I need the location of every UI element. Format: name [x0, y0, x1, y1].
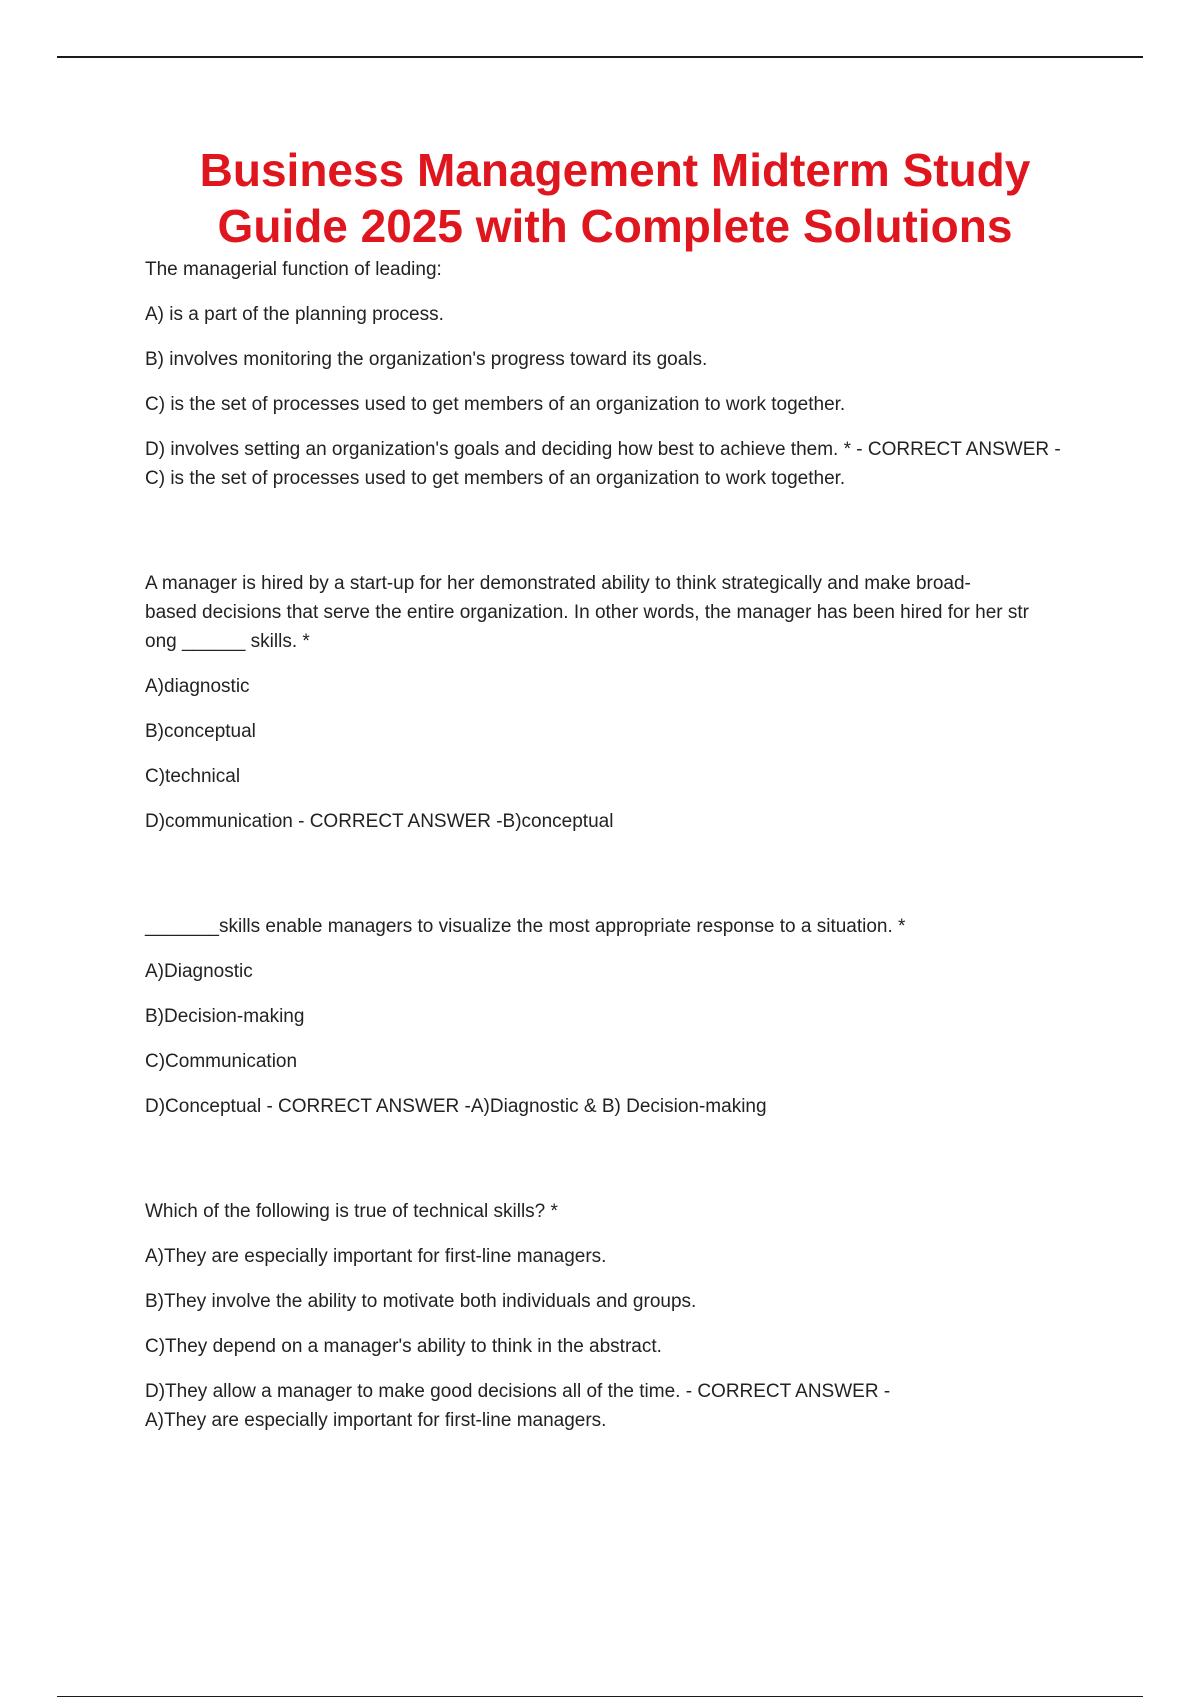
- document-title: [0, 142, 1200, 254]
- question-spacer: [145, 852, 1105, 912]
- option-d: D) involves setting an organization's goals and deciding how best to achieve them. * - CORRECT ANSWER -: [145, 439, 1061, 460]
- question-spacer: [145, 1137, 1105, 1197]
- question-spacer: [145, 509, 1105, 569]
- question-prompt-line-3: ong ______ skills. *: [145, 631, 310, 652]
- option-a: A)diagnostic: [145, 676, 250, 697]
- top-rule: [57, 56, 1143, 58]
- answer-continuation: C) is the set of processes used to get members of an organization to work together.: [145, 468, 846, 489]
- option-b: B)They involve the ability to motivate both individuals and groups.: [145, 1291, 697, 1312]
- question-prompt: The managerial function of leading:: [145, 259, 442, 280]
- answer-continuation: A)They are especially important for first-line managers.: [145, 1410, 607, 1431]
- option-d: D)Conceptual - CORRECT ANSWER -A)Diagnostic & B) Decision-making: [145, 1096, 767, 1117]
- question-2: [145, 569, 1105, 836]
- option-c: C) is the set of processes used to get members of an organization to work together.: [145, 394, 846, 415]
- document-body: [145, 255, 1105, 1451]
- question-1: [145, 255, 1105, 493]
- option-d: D)They allow a manager to make good decisions all of the time. - CORRECT ANSWER -: [145, 1381, 891, 1402]
- option-b: B)Decision-making: [145, 1006, 305, 1027]
- title-line-2: Guide 2025 with Complete Solutions: [217, 200, 1013, 252]
- question-prompt: _______skills enable managers to visualize the most appropriate response to a situation. *: [145, 916, 906, 937]
- option-b: B) involves monitoring the organization's progress toward its goals.: [145, 349, 708, 370]
- option-b: B)conceptual: [145, 721, 256, 742]
- option-a: A)Diagnostic: [145, 961, 253, 982]
- bottom-rule: [57, 1696, 1143, 1697]
- option-c: C)They depend on a manager's ability to think in the abstract.: [145, 1336, 662, 1357]
- option-d: D)communication - CORRECT ANSWER -B)conceptual: [145, 811, 614, 832]
- option-c: C)technical: [145, 766, 241, 787]
- question-4: [145, 1197, 1105, 1435]
- title-line-1: Business Management Midterm Study: [199, 144, 1031, 196]
- option-a: A) is a part of the planning process.: [145, 304, 444, 325]
- option-a: A)They are especially important for first-line managers.: [145, 1246, 607, 1267]
- question-prompt-line-2: based decisions that serve the entire organization. In other words, the manager has been hired for her str: [145, 602, 1030, 623]
- question-prompt: Which of the following is true of technical skills? *: [145, 1201, 558, 1222]
- question-prompt-line-1: A manager is hired by a start-up for her demonstrated ability to think strategically and make broad-: [145, 573, 971, 594]
- question-3: [145, 912, 1105, 1121]
- option-c: C)Communication: [145, 1051, 298, 1072]
